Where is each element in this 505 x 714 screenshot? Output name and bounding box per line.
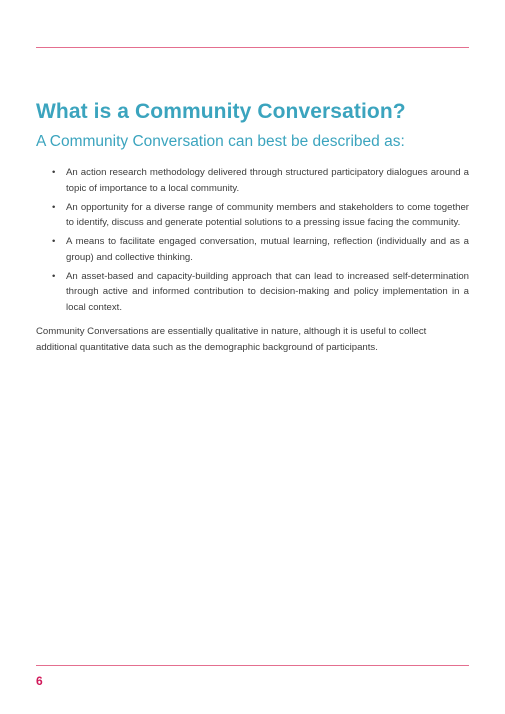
- list-item-text: An opportunity for a diverse range of community members and stakeholders to come together to identify, discuss and generate potential solutions to a pressing issue facing the community.: [66, 201, 469, 228]
- list-item-text: A means to facilitate engaged conversation, mutual learning, reflection (individually and as a group) and collective thinking.: [66, 236, 469, 263]
- list-item-text: An action research methodology delivered through structured participatory dialogues around a topic of importance to a local community.: [66, 167, 469, 194]
- bullet-list: [36, 165, 469, 319]
- page-title: What is a Community Conversation?: [36, 100, 406, 123]
- bullet-icon: •: [52, 201, 56, 213]
- list-item: [36, 200, 469, 231]
- bullet-icon: •: [52, 167, 56, 178]
- bottom-divider: [36, 665, 469, 666]
- body-paragraph: Community Conversations are essentially qualitative in nature, although it is useful to collect additional quantitative data such as the demographic background of participants.: [36, 326, 427, 353]
- list-item: [36, 165, 469, 196]
- page-subtitle: A Community Conversation can best be described as:: [36, 133, 405, 150]
- top-divider: [36, 47, 469, 48]
- list-item-text: An asset-based and capacity-building approach that can lead to increased self-determination through active and informed contribution to decision-making and policy implementation in a local context.: [66, 270, 469, 313]
- page-number: 6: [36, 674, 43, 688]
- bullet-icon: •: [52, 236, 56, 247]
- list-item: [36, 269, 469, 316]
- list-item: [36, 234, 469, 265]
- bullet-icon: •: [52, 270, 56, 282]
